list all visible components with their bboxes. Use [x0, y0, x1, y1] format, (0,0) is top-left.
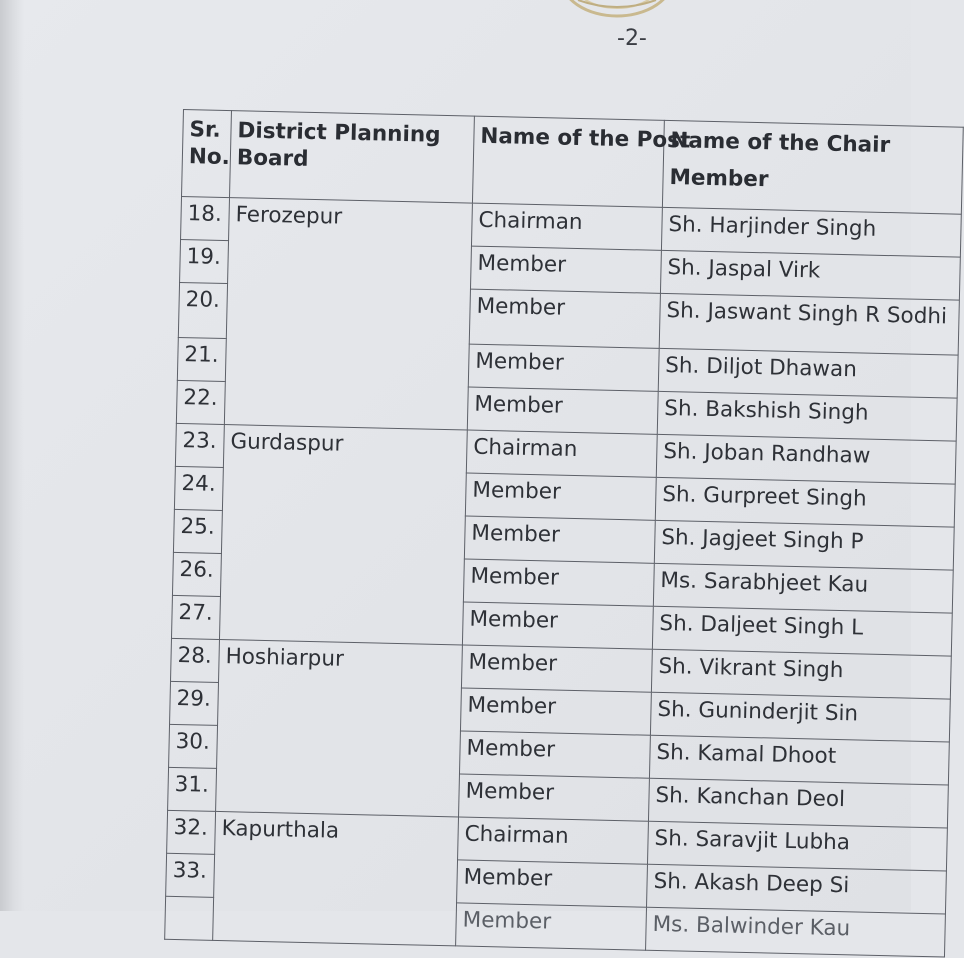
header-member-label: Member [669, 165, 769, 193]
sr-cell: 25. [173, 509, 222, 553]
name-cell: Sh. Kamal Dhoot [649, 735, 949, 785]
post-cell: Member [460, 688, 651, 735]
post-cell: Chairman [466, 430, 657, 477]
sr-cell: 33. [166, 853, 215, 897]
sr-cell: 26. [172, 552, 221, 596]
name-cell: Sh. Jaspal Virk [660, 250, 960, 300]
name-cell: Sh. Jagjeet Singh P [654, 520, 954, 570]
post-cell: Member [469, 289, 660, 348]
board-cell: Gurdaspur [219, 425, 467, 645]
name-cell: Sh. Kanchan Deol [648, 778, 948, 828]
board-cell: Kapurthala [213, 811, 459, 945]
sr-cell: 32. [167, 810, 216, 854]
post-cell: Member [459, 731, 650, 778]
name-cell: Sh. Guninderjit Sin [650, 692, 950, 742]
name-cell: Sh. Akash Deep Si [647, 864, 947, 914]
page-number: -2- [617, 26, 647, 51]
name-cell: Ms. Balwinder Kau [646, 907, 946, 957]
header-district-board: District Planning Board [230, 111, 475, 203]
header-chair-member [662, 120, 963, 214]
post-cell: Member [467, 387, 658, 434]
name-cell: Sh. Harjinder Singh [661, 207, 961, 257]
sr-cell [165, 896, 214, 940]
sr-cell: 29. [170, 681, 219, 725]
sr-cell: 31. [168, 767, 217, 811]
post-cell: Member [470, 246, 661, 293]
official-seal-icon [558, 0, 676, 20]
board-cell: Ferozepur [224, 198, 472, 430]
post-cell: Member [457, 860, 648, 907]
name-cell: Ms. Sarabhjeet Kau [653, 563, 953, 613]
post-cell: Member [463, 559, 654, 606]
sr-cell: 21. [177, 337, 226, 381]
name-cell: Sh. Joban Randhaw [656, 434, 956, 484]
name-cell: Sh. Saravjit Lubha [647, 821, 947, 871]
post-cell: Member [461, 645, 652, 692]
board-members-table-wrapper [164, 109, 963, 957]
header-sr-no: Sr. No. [182, 110, 232, 198]
board-members-table [164, 109, 964, 958]
header-post: Name of the Post [472, 116, 664, 207]
sr-cell: 18. [181, 196, 230, 240]
name-cell: Sh. Vikrant Singh [651, 649, 951, 699]
name-cell: Sh. Daljeet Singh L [652, 606, 952, 656]
name-cell: Sh. Gurpreet Singh [655, 477, 955, 527]
sr-cell: 30. [169, 724, 218, 768]
post-cell: Member [464, 516, 655, 563]
post-cell: Member [459, 774, 650, 821]
post-cell: Chairman [471, 203, 662, 250]
sr-cell: 28. [171, 638, 220, 682]
post-cell: Member [468, 344, 659, 391]
sr-cell: 20. [178, 282, 227, 338]
header-chair-label: Name of the Chair [670, 128, 891, 159]
name-cell: Sh. Jaswant Singh R Sodhi [659, 293, 959, 355]
sr-cell: 22. [176, 380, 225, 424]
sr-cell: 27. [171, 595, 220, 639]
sr-cell: 19. [180, 239, 229, 283]
board-cell: Hoshiarpur [216, 639, 463, 816]
sr-cell: 23. [175, 423, 224, 467]
sr-cell: 24. [174, 466, 223, 510]
name-cell: Sh. Bakshish Singh [657, 391, 957, 441]
post-cell: Chairman [458, 817, 649, 864]
post-cell: Member [465, 473, 656, 520]
post-cell: Member [462, 602, 653, 649]
name-cell: Sh. Diljot Dhawan [658, 348, 958, 398]
post-cell: Member [456, 903, 647, 950]
page-edge-shadow [0, 0, 24, 911]
